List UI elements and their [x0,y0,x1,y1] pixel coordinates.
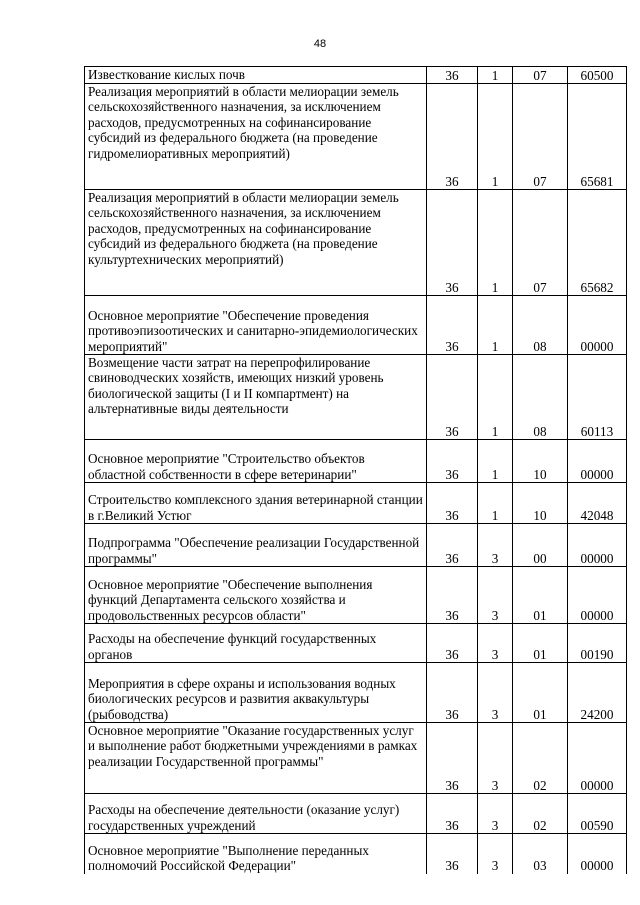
row-code-1: 36 [427,624,478,663]
row-code-2: 3 [478,794,513,834]
table-row [85,440,627,483]
row-code-3: 01 [513,567,568,624]
row-name: Основное мероприятие "Выполнение переданных полномочий Российской Федерации" [85,834,427,874]
row-code-4: 00000 [568,524,627,567]
row-code-2: 3 [478,723,513,794]
table-row [85,834,627,874]
row-code-4: 24200 [568,663,627,723]
row-code-4: 00190 [568,624,627,663]
row-code-1: 36 [427,190,478,296]
row-code-3: 02 [513,723,568,794]
row-code-4: 00000 [568,567,627,624]
row-code-4: 00590 [568,794,627,834]
row-code-4: 60113 [568,355,627,440]
row-code-4: 00000 [568,834,627,874]
row-code-1: 36 [427,67,478,84]
row-code-3: 07 [513,190,568,296]
row-code-3: 02 [513,794,568,834]
row-name: Возмещение части затрат на перепрофилирование свиноводческих хозяйств, имеющих низкий уровень биологической защиты (I и II компартмент) на альтернативные виды деятельности [85,355,427,440]
table-row [85,723,627,794]
row-code-1: 36 [427,834,478,874]
table-row [85,355,627,440]
row-code-2: 1 [478,296,513,355]
table-row [85,296,627,355]
row-name: Реализация мероприятий в области мелиорации земель сельскохозяйственного назначения, за исключением расходов, предусмотренных на софинансирование субсидий из федерального бюджета (на проведение гидромелиоративных мероприятий) [85,84,427,190]
table-row [85,624,627,663]
row-name: Расходы на обеспечение деятельности (оказание услуг) государственных учреждений [85,794,427,834]
row-code-1: 36 [427,567,478,624]
row-name: Основное мероприятие "Обеспечение проведения противоэпизоотических и санитарно-эпидемиологических мероприятий" [85,296,427,355]
row-name: Мероприятия в сфере охраны и использования водных биологических ресурсов и развития аквакультуры (рыбоводства) [85,663,427,723]
row-code-1: 36 [427,663,478,723]
row-code-2: 1 [478,190,513,296]
row-code-2: 1 [478,84,513,190]
row-name: Основное мероприятие "Оказание государственных услуг и выполнение работ бюджетными учреждениями в рамках реализации Государственной программы" [85,723,427,794]
row-code-2: 3 [478,834,513,874]
row-code-2: 3 [478,624,513,663]
row-code-4: 00000 [568,723,627,794]
row-code-2: 1 [478,483,513,524]
row-code-3: 01 [513,663,568,723]
table-row [85,84,627,190]
row-name: Реализация мероприятий в области мелиорации земель сельскохозяйственного назначения, за исключением расходов, предусмотренных на софинансирование субсидий из федерального бюджета (на проведение культуртехнических мероприятий) [85,190,427,296]
row-code-2: 3 [478,663,513,723]
row-code-4: 65681 [568,84,627,190]
row-code-2: 3 [478,567,513,624]
row-code-2: 1 [478,440,513,483]
row-code-4: 60500 [568,67,627,84]
row-code-3: 01 [513,624,568,663]
row-code-3: 03 [513,834,568,874]
row-code-1: 36 [427,440,478,483]
row-code-2: 1 [478,67,513,84]
row-code-1: 36 [427,723,478,794]
row-code-1: 36 [427,483,478,524]
row-name: Основное мероприятие "Строительство объектов областной собственности в сфере ветеринарии" [85,440,427,483]
row-code-1: 36 [427,524,478,567]
table-row [85,524,627,567]
row-name: Строительство комплексного здания ветеринарной станции в г.Великий Устюг [85,483,427,524]
row-code-3: 10 [513,483,568,524]
row-name: Основное мероприятие "Обеспечение выполнения функций Департамента сельского хозяйства и продовольственных ресурсов области" [85,567,427,624]
row-code-4: 00000 [568,296,627,355]
table-row [85,483,627,524]
table-row [85,567,627,624]
row-code-3: 07 [513,67,568,84]
row-code-2: 1 [478,355,513,440]
row-code-3: 08 [513,296,568,355]
row-code-4: 42048 [568,483,627,524]
row-code-3: 00 [513,524,568,567]
row-code-3: 10 [513,440,568,483]
row-name: Подпрограмма "Обеспечение реализации Государственной программы" [85,524,427,567]
row-code-4: 65682 [568,190,627,296]
row-code-1: 36 [427,794,478,834]
budget-table [84,66,627,874]
row-code-1: 36 [427,84,478,190]
table-row [85,794,627,834]
table-row [85,190,627,296]
row-code-1: 36 [427,296,478,355]
row-code-2: 3 [478,524,513,567]
row-code-4: 00000 [568,440,627,483]
row-name: Известкование кислых почв [85,67,427,84]
table-row [85,67,627,84]
row-code-3: 07 [513,84,568,190]
table-row [85,663,627,723]
page-number: 48 [313,38,327,50]
row-code-1: 36 [427,355,478,440]
row-name: Расходы на обеспечение функций государственных органов [85,624,427,663]
row-code-3: 08 [513,355,568,440]
